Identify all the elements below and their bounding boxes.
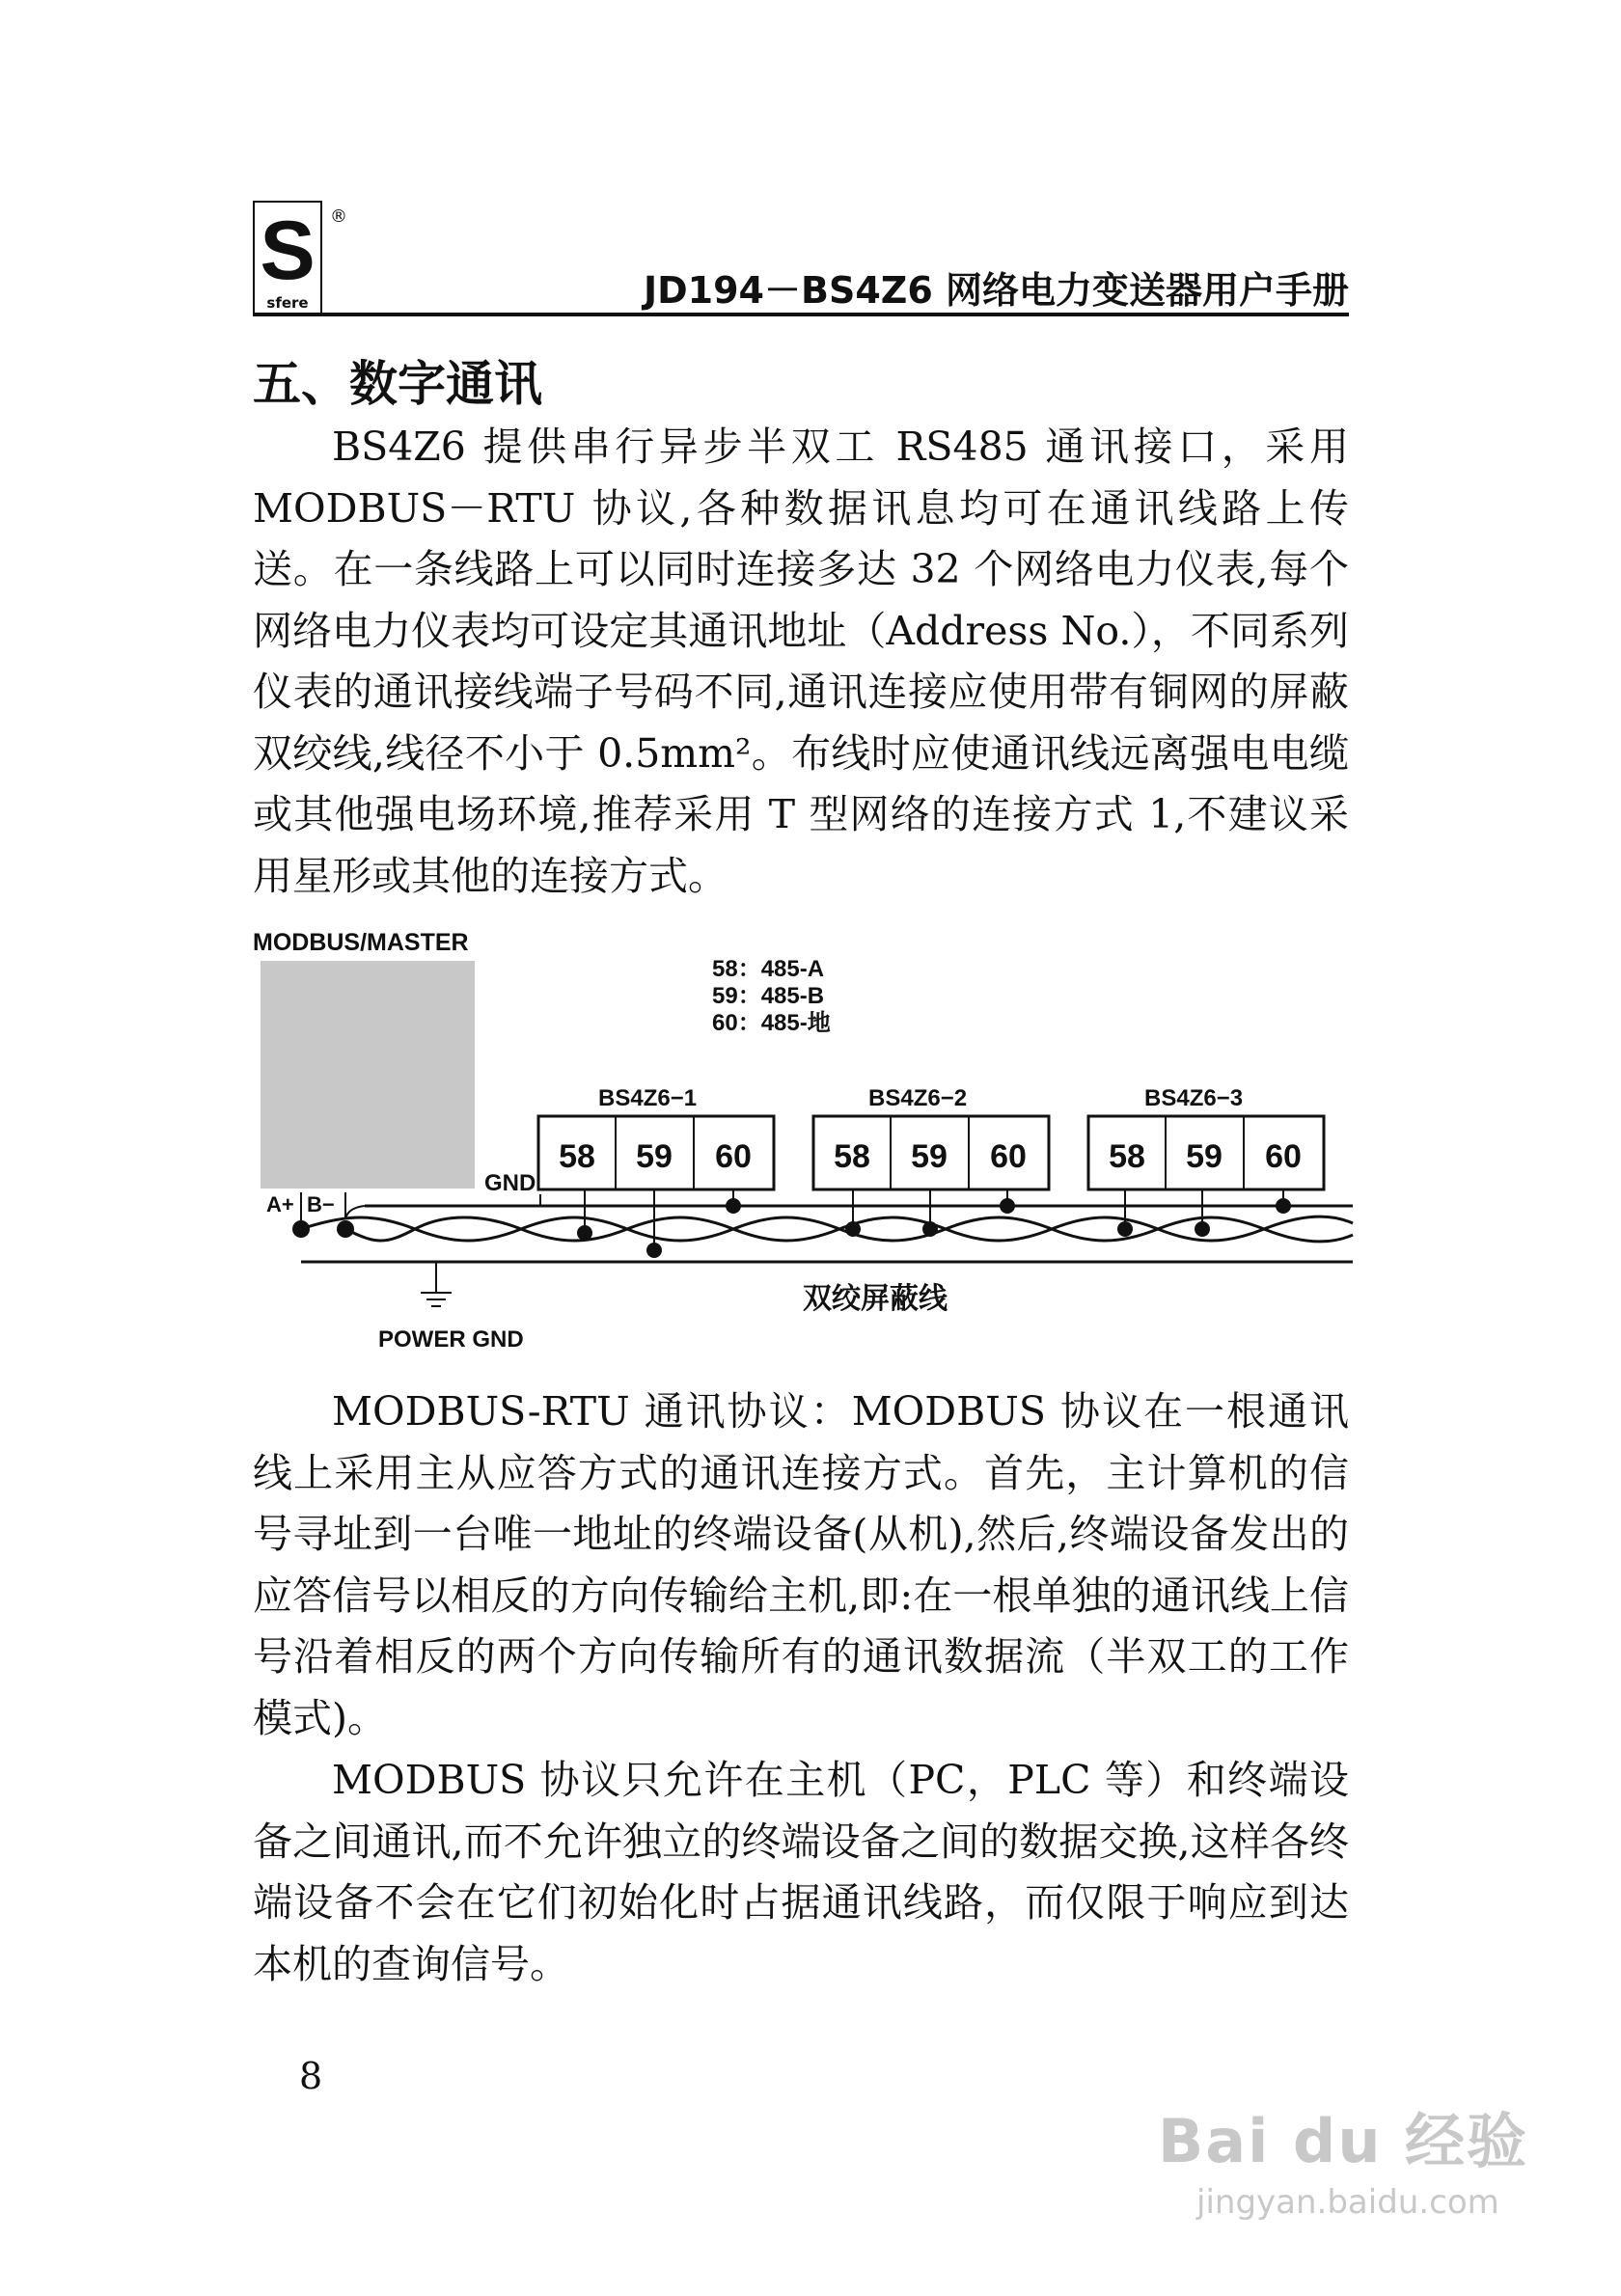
- device-2-terminal-59: 59: [911, 1138, 948, 1175]
- device-3-terminal-58: 58: [1109, 1138, 1145, 1175]
- page-number: 8: [299, 2055, 323, 2097]
- device-3-terminal-59: 59: [1186, 1138, 1223, 1175]
- watermark-main: Bai du 经验: [1158, 2106, 1529, 2176]
- registered-mark-icon: ®: [330, 206, 347, 227]
- baidu-watermark: [1158, 2093, 1528, 2222]
- device-2-terminal-58: 58: [834, 1138, 870, 1175]
- device-1-terminal-60: 60: [715, 1138, 752, 1175]
- power-gnd-label: POWER GND: [378, 1326, 524, 1353]
- master-label: MODBUS/MASTER: [253, 929, 469, 956]
- master-device-box: [261, 961, 475, 1189]
- gnd-label: GND: [484, 1170, 536, 1196]
- logo-mark: S: [260, 205, 316, 297]
- section-title: 五、数字通讯: [253, 356, 542, 412]
- legend-line-3: 60：485-地: [712, 1010, 831, 1036]
- legend-line-1: 58：485-A: [712, 956, 825, 982]
- device-1-terminal-58: 58: [559, 1138, 595, 1175]
- device-2-name: BS4Z6−2: [868, 1085, 968, 1111]
- paragraph-3: MODBUS 协议只允许在主机（PC，PLC 等）和终端设备之间通讯,而不允许独立的终端设备之间的数据交换,这样各终端设备不会在它们初始化时占据通讯线路，而仅限于响应到达本机的查询信号。: [253, 1757, 1349, 1987]
- terminal-b-label: B−: [307, 1192, 335, 1216]
- terminal-a-label: A+: [266, 1192, 294, 1216]
- paragraph-2: MODBUS-RTU 通讯协议：MODBUS 协议在一根通讯线上采用主从应答方式的通讯连接方式。首先，主计算机的信号寻址到一台唯一地址的终端设备(从机),然后,终端设备发出的应答信号以相反的方向传输给主机,即:在一根单独的通讯线上信号沿着相反的两个方向传输所有的通讯数据流（半双工的工作模式)。: [253, 1388, 1349, 1741]
- device-3-name: BS4Z6−3: [1144, 1085, 1244, 1111]
- device-3-terminal-60: 60: [1265, 1138, 1302, 1175]
- cable-label: 双绞屏蔽线: [803, 1283, 948, 1315]
- device-1-name: BS4Z6−1: [598, 1085, 698, 1111]
- device-1-terminal-59: 59: [636, 1138, 673, 1175]
- watermark-url: jingyan.baidu.com: [1196, 2183, 1499, 2222]
- device-2-terminal-60: 60: [990, 1138, 1027, 1175]
- paragraph-1: BS4Z6 提供串行异步半双工 RS485 通讯接口，采用 MODBUS－RTU 协议,各种数据讯息均可在通讯线路上传送。在一条线路上可以同时连接多达 32 个网络电力仪表,每个网络电力仪表均可设定其通讯地址（Address No.），不同系列仪表的通讯接线端子号码不同,通讯连接应使用带有铜网的屏蔽双绞线,线径不小于 0.5mm²。布线时应使通讯线远离强电电缆或其他强电场环境,推荐采用 T 型网络的连接方式 1,不建议采用星形或其他的连接方式。: [253, 424, 1349, 899]
- logo-text: sfere: [266, 294, 309, 312]
- ground-symbol-icon: [421, 1293, 452, 1306]
- legend-line-2: 59：485-B: [712, 983, 825, 1009]
- header-title: JD194－BS4Z6 网络电力变送器用户手册: [643, 269, 1349, 312]
